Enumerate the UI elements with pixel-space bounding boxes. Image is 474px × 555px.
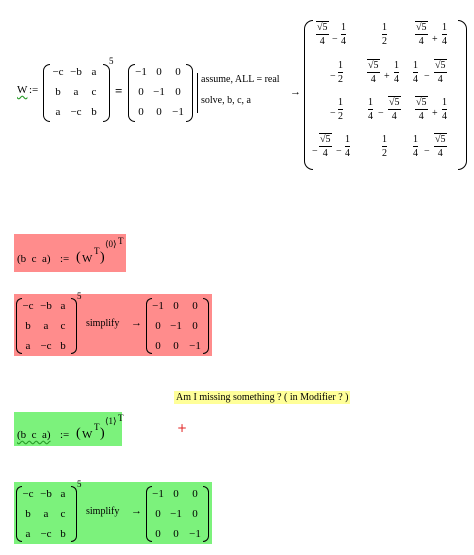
fraction: √5 4 [317, 22, 328, 47]
operator: + [384, 71, 390, 82]
lhs-matrix[interactable]: −c −b a b a c a −c b [52, 66, 97, 118]
power-exponent: 5 [77, 479, 82, 489]
red-definition-region[interactable] [14, 234, 126, 272]
fraction: 1 4 [413, 134, 418, 159]
fraction: 1 4 [394, 60, 399, 85]
evaluate-arrow: → [131, 317, 142, 329]
right-bracket [103, 64, 110, 122]
operator: − [330, 71, 336, 82]
fraction: 1 2 [338, 97, 343, 122]
right-bracket [458, 20, 467, 170]
assign-operator: := [29, 84, 39, 96]
evaluate-arrow: → [290, 86, 301, 98]
right-bracket [71, 486, 77, 542]
operator: + [432, 34, 438, 45]
power-exponent: 5 [77, 291, 82, 301]
operator: − [330, 108, 336, 119]
lhs-vector[interactable]: (b c a) [17, 253, 51, 265]
right-bracket [71, 298, 77, 354]
right-bracket [186, 64, 193, 122]
fraction: √5 4 [368, 60, 379, 85]
transpose-sup: T [94, 246, 100, 256]
close-paren: ) [100, 250, 105, 265]
check-matrix[interactable]: −c −b a b a c a −c b [22, 300, 66, 352]
fraction: 1 2 [382, 134, 387, 159]
assign-operator: := [60, 429, 70, 441]
result-matrix[interactable]: −1 0 0 0 −1 0 0 0 −1 [152, 488, 201, 540]
operator: − [424, 146, 430, 157]
transpose-sup: T [94, 422, 100, 432]
fraction: √5 4 [416, 97, 427, 122]
fraction: √5 4 [389, 97, 400, 122]
transpose-sup: T [118, 236, 124, 246]
note-text[interactable]: Am I missing something ? ( in Modifier ? ) [176, 392, 349, 403]
keyword-solve[interactable]: solve, b, c, a [201, 95, 251, 106]
rhs-matrix[interactable]: −1 0 0 0 −1 0 0 0 −1 [135, 66, 184, 118]
operator: + [432, 108, 438, 119]
variable-w[interactable]: W [17, 84, 28, 96]
open-paren: ( [76, 250, 81, 265]
column-index: ⟨0⟩ [105, 239, 117, 249]
power-exponent: 5 [109, 56, 114, 66]
fraction: 1 4 [442, 97, 447, 122]
fraction: 1 4 [341, 22, 346, 47]
operator: − [378, 108, 384, 119]
keyword-simplify[interactable]: simplify [86, 506, 120, 517]
keyword-simplify[interactable]: simplify [86, 318, 120, 329]
lhs-vector[interactable]: (b c a) [17, 429, 51, 441]
operator: − [336, 146, 342, 157]
transpose-sup: T [118, 413, 124, 423]
crosshair-cursor: + [177, 421, 188, 435]
green-check-region[interactable] [14, 479, 212, 544]
assign-operator: := [60, 253, 70, 265]
fraction: 1 2 [338, 60, 343, 85]
fraction: 1 4 [345, 134, 350, 159]
rhs-matrix-name[interactable]: W [82, 253, 93, 265]
red-check-region[interactable] [14, 291, 212, 356]
check-matrix[interactable]: −c −b a b a c a −c b [22, 488, 66, 540]
keyword-divider [197, 73, 198, 113]
equals-operator: = [115, 83, 123, 98]
column-index: ⟨1⟩ [105, 416, 117, 426]
close-paren: ) [100, 426, 105, 441]
rhs-matrix-name[interactable]: W [82, 429, 93, 441]
green-definition-region[interactable] [14, 412, 122, 446]
right-bracket [203, 298, 209, 354]
operator: − [312, 146, 318, 157]
fraction: √5 4 [435, 134, 446, 159]
operator: − [424, 71, 430, 82]
fraction: 1 4 [442, 22, 447, 47]
fraction: √5 4 [320, 134, 331, 159]
top-solve-region[interactable] [0, 0, 474, 175]
fraction: 1 2 [382, 22, 387, 47]
open-paren: ( [76, 426, 81, 441]
fraction: 1 4 [368, 97, 373, 122]
keyword-assume[interactable]: assume, ALL = real [201, 74, 280, 85]
fraction: √5 4 [416, 22, 427, 47]
fraction: √5 4 [435, 60, 446, 85]
right-bracket [203, 486, 209, 542]
result-matrix[interactable]: −1 0 0 0 −1 0 0 0 −1 [152, 300, 201, 352]
fraction: 1 4 [413, 60, 418, 85]
operator: − [332, 34, 338, 45]
evaluate-arrow: → [131, 505, 142, 517]
